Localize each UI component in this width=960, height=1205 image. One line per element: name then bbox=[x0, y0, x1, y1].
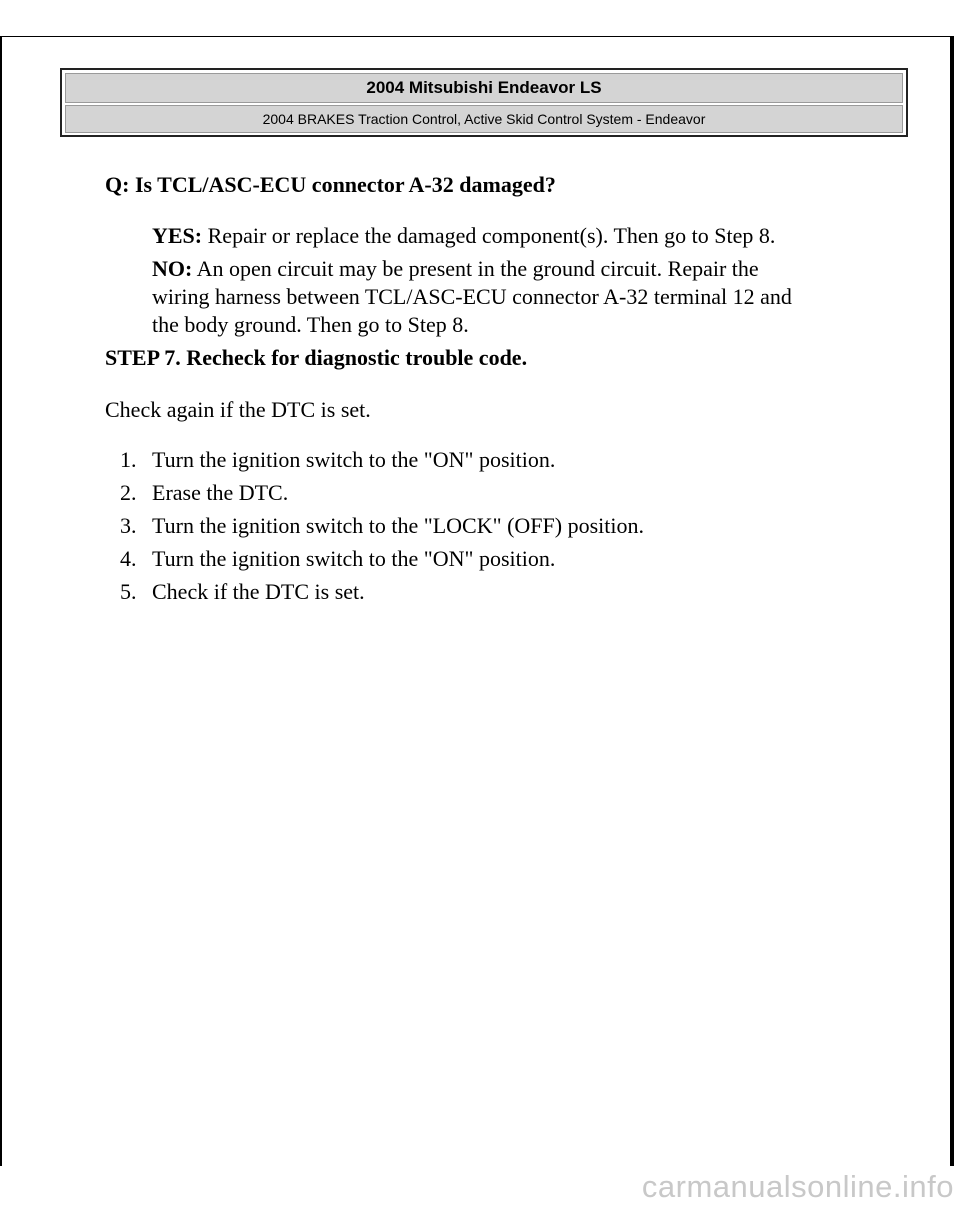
answer-yes-label: YES: bbox=[152, 223, 203, 248]
answer-no-line-1: An open circuit may be present in the ground circuit. Repair the bbox=[196, 256, 759, 281]
list-item-text: Check if the DTC is set. bbox=[152, 579, 365, 604]
answer-no-line-3: the body ground. Then go to Step 8. bbox=[152, 312, 469, 337]
list-item-number: 3. bbox=[120, 513, 137, 538]
list-item-text: Turn the ignition switch to the "LOCK" (OFF) position. bbox=[152, 513, 645, 538]
list-item-number: 2. bbox=[120, 480, 137, 505]
vehicle-title: 2004 Mitsubishi Endeavor LS bbox=[65, 73, 903, 103]
list-item-number: 5. bbox=[120, 579, 137, 604]
intro-text: Check again if the DTC is set. bbox=[105, 397, 371, 422]
list-item bbox=[120, 513, 137, 539]
watermark: carmanualsonline.info bbox=[641, 1169, 954, 1204]
step-heading: STEP 7. Recheck for diagnostic trouble code. bbox=[105, 345, 528, 370]
list-item bbox=[120, 579, 137, 605]
list-item-text: Turn the ignition switch to the "ON" position. bbox=[152, 546, 556, 571]
answer-no-label: NO: bbox=[152, 256, 193, 281]
list-item bbox=[120, 546, 137, 572]
list-item bbox=[120, 480, 137, 506]
answer-yes bbox=[152, 223, 775, 249]
question-text: Q: Is TCL/ASC-ECU connector A-32 damaged? bbox=[105, 172, 556, 197]
list-item-number: 4. bbox=[120, 546, 137, 571]
list-item-text: Erase the DTC. bbox=[152, 480, 289, 505]
answer-yes-text: Repair or replace the damaged component(s). Then go to Step 8. bbox=[207, 223, 776, 248]
answer-no bbox=[152, 256, 759, 282]
list-item bbox=[120, 447, 137, 473]
section-title: 2004 BRAKES Traction Control, Active Skid Control System - Endeavor bbox=[65, 105, 903, 133]
answer-no-line-2: wiring harness between TCL/ASC-ECU connector A-32 terminal 12 and bbox=[152, 284, 792, 309]
page-frame bbox=[0, 36, 954, 1166]
list-item-number: 1. bbox=[120, 447, 137, 472]
list-item-text: Turn the ignition switch to the "ON" position. bbox=[152, 447, 556, 472]
document-header bbox=[60, 68, 908, 137]
